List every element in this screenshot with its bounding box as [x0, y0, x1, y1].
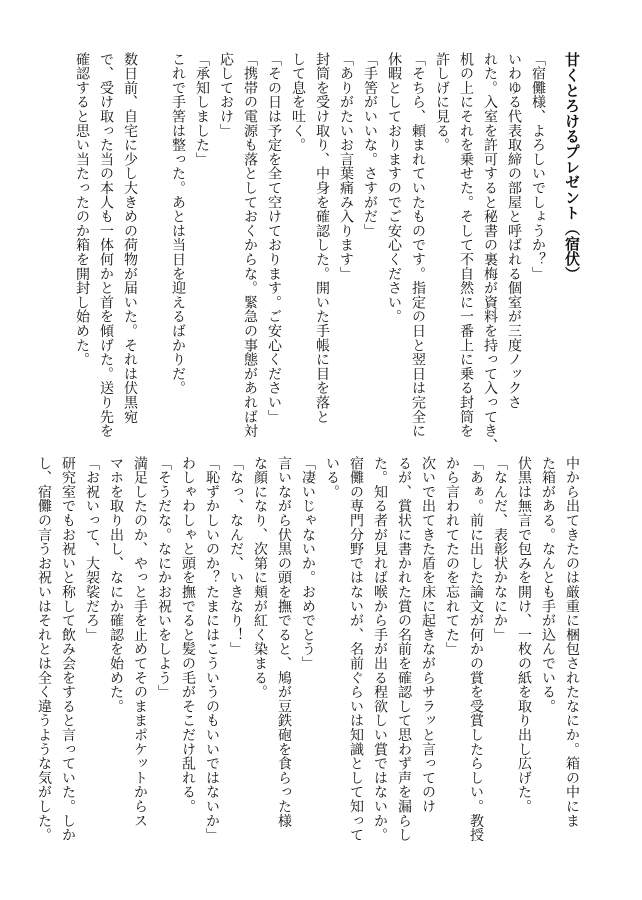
text-line: 許しげに見る。: [434, 52, 450, 153]
upper-text-block: [64, 52, 584, 453]
lower-text-block: [36, 456, 584, 843]
text-line: 休暇としておりますのでご安心ください。: [386, 52, 402, 324]
text-line: 「携帯の電源も落としておくからな。緊急の事態があれば対: [242, 52, 258, 439]
text-line: わしゃわしゃと頭を撫でると髪の毛がそこだけ乱れる。: [180, 456, 196, 814]
text-line: 言いながら伏黒の頭を撫でると、鳩が豆鉄砲を食らった様: [276, 456, 292, 828]
text-line: 机の上にそれを乗せた。そして不自然に一番上に乗る封筒を: [458, 52, 474, 439]
text-line: し、宿儺の言うお祝いはそれとは全く違うような気がした。: [36, 456, 52, 843]
text-line: 「なっ、なんだ、いきなり！」: [228, 456, 244, 657]
text-line: 数日前、自宅に少し大きめの荷物が届いた。それは伏黒宛: [122, 52, 138, 424]
text-line: いわゆる代表取締の部屋と呼ばれる個室が三度ノックさ: [506, 52, 522, 410]
text-line: な顔になり、次第に頬が紅く染まる。: [252, 456, 268, 700]
text-line: これで手筈は整った。あとは当日を迎えるばかりだ。: [170, 52, 186, 396]
text-line: 中から出てきたのは厳重に梱包されたなにか。箱の中にま: [564, 456, 580, 828]
text-line: 研究室でもお祝いと称して飲み会をすると言っていた。しか: [60, 456, 76, 843]
text-line: 「恥ずかしいのか？たまにはこういうのもいいではないか」: [204, 456, 220, 843]
text-line: 「凄いじゃないか。おめでとう」: [300, 456, 316, 671]
text-line: から言われてたのを忘れてた」: [444, 456, 460, 657]
text-line: 「ありがたいお言葉痛み入ります」: [338, 52, 354, 281]
text-line: 封筒を受け取り、中身を確認した。開いた手帳に目を落と: [314, 52, 330, 424]
text-line: 「承知しました」: [194, 52, 210, 167]
story-title: 甘くとろけるプレゼント（宿伏）: [563, 52, 581, 282]
text-line: 応しておけ」: [218, 52, 234, 138]
text-line: して息を吐く。: [290, 52, 306, 153]
text-line: 宿儺の専門分野ではないが、名前ぐらいは知識として知って: [348, 456, 364, 843]
text-line: 「宿儺様、よろしいでしょうか？」: [530, 52, 546, 281]
text-line: 「なんだ、表彰状かなにか」: [492, 456, 508, 642]
text-line: 「その日は予定を全て空けております。ご安心ください」: [266, 52, 282, 424]
text-line: た箱がある。なんとも手が込んでいる。: [540, 456, 556, 714]
text-line: 次いで出てきた盾を床に起きながらサラッと言ってのけ: [420, 456, 436, 814]
text-line: 「手筈がいいな。さすがだ」: [362, 52, 378, 238]
text-line: 「そちら、頼まれていたものです。指定の日と翌日は完全に: [410, 52, 426, 439]
text-line: 「そうだな。なにかお祝いをしよう」: [156, 456, 172, 700]
text-line: 伏黒は無言で包みを開け、一枚の紙を取り出し広げた。: [516, 456, 532, 814]
text-line: るが、賞状に書かれた賞の名前を確認して思わず声を漏らし: [396, 456, 412, 843]
text-line: マホを取り出し、なにか確認を始めた。: [108, 456, 124, 714]
text-line: で、受け取った当の本人も一体何かと首を傾げた。送り先を: [98, 52, 114, 439]
text-line: 満足したのか、やっと手を止めてそのままポケットからス: [132, 456, 148, 828]
text-line: た。知る者が見れば喉から手が出る程欲しい賞ではないか。: [372, 456, 388, 843]
blank-line: [142, 52, 166, 435]
text-line: 「あぁ。前に出した論文が何かの賞を受賞したらしい。教授: [468, 456, 484, 843]
text-line: 確認すると思い当たったのか箱を開封し始めた。: [74, 52, 90, 367]
text-line: いる。: [324, 456, 340, 499]
text-line: れた。入室を許可すると秘書の裏梅が資料を持って入ってき、: [482, 52, 498, 453]
text-line: 「お祝いって、大袈裟だろ」: [84, 456, 100, 642]
